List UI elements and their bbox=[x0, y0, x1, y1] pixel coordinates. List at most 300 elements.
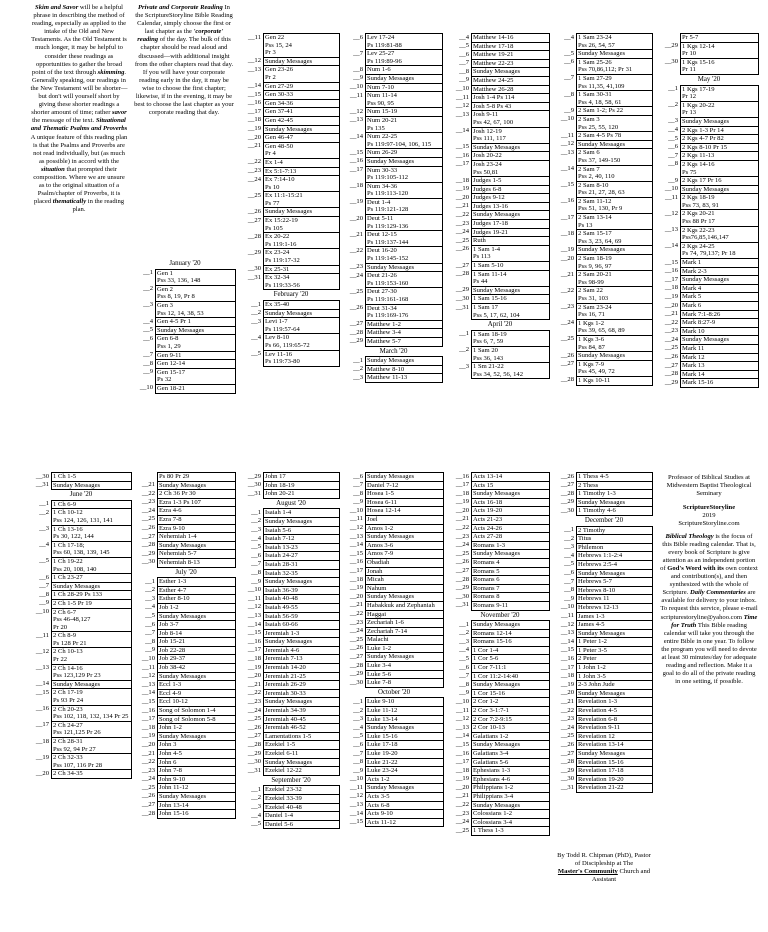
reading-row[interactable] bbox=[450, 194, 550, 203]
reading-row[interactable] bbox=[450, 481, 550, 490]
reading-row[interactable] bbox=[30, 754, 132, 770]
reading-row[interactable] bbox=[450, 550, 550, 559]
reading-row[interactable] bbox=[30, 721, 132, 737]
reading-row[interactable] bbox=[134, 285, 236, 301]
reading-row[interactable] bbox=[659, 210, 759, 226]
reading-row[interactable] bbox=[136, 775, 236, 784]
reading-row[interactable] bbox=[344, 784, 444, 793]
reading-row[interactable] bbox=[242, 509, 340, 518]
reading-row[interactable] bbox=[242, 820, 340, 829]
reading-row[interactable] bbox=[30, 574, 132, 583]
reading-row[interactable] bbox=[450, 621, 550, 630]
reading-row[interactable] bbox=[344, 662, 444, 671]
reading-row[interactable] bbox=[659, 259, 759, 268]
reading-row[interactable] bbox=[659, 379, 759, 388]
reading-row[interactable] bbox=[450, 724, 550, 733]
reading-row[interactable] bbox=[30, 509, 132, 525]
reading-row[interactable] bbox=[555, 724, 653, 733]
reading-row[interactable] bbox=[450, 185, 550, 194]
reading-row[interactable] bbox=[450, 767, 550, 776]
reading-row[interactable] bbox=[555, 490, 653, 499]
reading-row[interactable] bbox=[659, 126, 759, 135]
reading-row[interactable] bbox=[659, 327, 759, 336]
reading-row[interactable] bbox=[30, 591, 132, 600]
reading-row[interactable] bbox=[136, 550, 236, 559]
reading-row[interactable] bbox=[450, 810, 550, 819]
reading-row[interactable] bbox=[136, 767, 236, 776]
reading-row[interactable] bbox=[344, 670, 444, 679]
reading-row[interactable] bbox=[555, 197, 653, 213]
reading-row[interactable] bbox=[242, 732, 340, 741]
reading-row[interactable] bbox=[242, 249, 340, 265]
reading-row[interactable] bbox=[242, 34, 340, 58]
reading-row[interactable] bbox=[555, 230, 653, 246]
reading-row[interactable] bbox=[555, 140, 653, 149]
reading-row[interactable] bbox=[242, 57, 340, 66]
reading-row[interactable] bbox=[555, 107, 653, 116]
reading-row[interactable] bbox=[344, 644, 444, 653]
reading-row[interactable] bbox=[242, 490, 340, 499]
reading-row[interactable] bbox=[450, 330, 550, 346]
reading-row[interactable] bbox=[344, 215, 443, 231]
reading-row[interactable] bbox=[555, 115, 653, 131]
reading-row[interactable] bbox=[134, 360, 236, 369]
reading-row[interactable] bbox=[555, 352, 653, 361]
reading-row[interactable] bbox=[450, 750, 550, 759]
reading-row[interactable] bbox=[136, 672, 236, 681]
reading-row[interactable] bbox=[555, 74, 653, 90]
reading-row[interactable] bbox=[555, 498, 653, 507]
reading-row[interactable] bbox=[450, 295, 550, 304]
reading-row[interactable] bbox=[450, 576, 550, 585]
reading-row[interactable] bbox=[344, 357, 443, 366]
reading-row[interactable] bbox=[344, 490, 444, 499]
reading-row[interactable] bbox=[450, 593, 550, 602]
reading-row[interactable] bbox=[344, 288, 443, 304]
reading-row[interactable] bbox=[450, 363, 550, 379]
reading-row[interactable] bbox=[450, 177, 550, 186]
reading-row[interactable] bbox=[450, 732, 550, 741]
reading-row[interactable] bbox=[344, 231, 443, 247]
reading-row[interactable] bbox=[450, 111, 550, 127]
reading-row[interactable] bbox=[450, 346, 550, 362]
reading-row[interactable] bbox=[242, 689, 340, 698]
reading-row[interactable] bbox=[450, 68, 550, 77]
reading-row[interactable] bbox=[450, 262, 550, 271]
reading-row[interactable] bbox=[242, 724, 340, 733]
reading-row[interactable] bbox=[659, 194, 759, 210]
reading-row[interactable] bbox=[344, 758, 444, 767]
reading-row[interactable] bbox=[450, 792, 550, 801]
reading-row[interactable] bbox=[344, 320, 443, 329]
reading-row[interactable] bbox=[450, 237, 550, 246]
reading-row[interactable] bbox=[659, 58, 759, 74]
reading-row[interactable] bbox=[30, 599, 132, 608]
reading-row[interactable] bbox=[555, 758, 653, 767]
reading-row[interactable] bbox=[242, 535, 340, 544]
reading-row[interactable] bbox=[450, 558, 550, 567]
reading-row[interactable] bbox=[555, 58, 653, 74]
reading-row[interactable] bbox=[242, 552, 340, 561]
reading-row[interactable] bbox=[344, 653, 444, 662]
reading-row[interactable] bbox=[242, 125, 340, 134]
reading-row[interactable] bbox=[659, 177, 759, 186]
reading-row[interactable] bbox=[242, 621, 340, 630]
reading-row[interactable] bbox=[344, 619, 444, 628]
reading-row[interactable] bbox=[659, 310, 759, 319]
reading-row[interactable] bbox=[242, 655, 340, 664]
reading-row[interactable] bbox=[242, 750, 340, 759]
reading-row[interactable] bbox=[555, 750, 653, 759]
reading-row[interactable] bbox=[555, 181, 653, 197]
reading-row[interactable] bbox=[242, 526, 340, 535]
reading-row[interactable] bbox=[344, 558, 444, 567]
reading-row[interactable] bbox=[242, 142, 340, 158]
reading-row[interactable] bbox=[450, 76, 550, 85]
reading-row[interactable] bbox=[659, 353, 759, 362]
reading-row[interactable] bbox=[30, 557, 132, 573]
reading-row[interactable] bbox=[450, 202, 550, 211]
reading-row[interactable] bbox=[450, 707, 550, 716]
reading-row[interactable] bbox=[136, 541, 236, 550]
reading-row[interactable] bbox=[555, 481, 653, 490]
reading-row[interactable] bbox=[555, 335, 653, 351]
reading-row[interactable] bbox=[242, 646, 340, 655]
reading-row[interactable] bbox=[344, 610, 444, 619]
reading-row[interactable] bbox=[136, 792, 236, 801]
reading-row[interactable] bbox=[134, 384, 236, 393]
reading-row[interactable] bbox=[136, 533, 236, 542]
reading-row[interactable] bbox=[242, 274, 340, 290]
reading-row[interactable] bbox=[344, 627, 444, 636]
reading-row[interactable] bbox=[344, 767, 444, 776]
reading-row[interactable] bbox=[242, 91, 340, 100]
reading-row[interactable] bbox=[344, 481, 444, 490]
reading-row[interactable] bbox=[555, 560, 653, 569]
reading-row[interactable] bbox=[136, 681, 236, 690]
reading-row[interactable] bbox=[136, 612, 236, 621]
reading-row[interactable] bbox=[344, 741, 444, 750]
reading-row[interactable] bbox=[555, 775, 653, 784]
reading-row[interactable] bbox=[242, 108, 340, 117]
reading-row[interactable] bbox=[242, 569, 340, 578]
reading-row[interactable] bbox=[30, 473, 132, 482]
reading-row[interactable] bbox=[555, 681, 653, 690]
reading-row[interactable] bbox=[136, 603, 236, 612]
reading-row[interactable] bbox=[450, 143, 550, 152]
reading-row[interactable] bbox=[555, 732, 653, 741]
reading-row[interactable] bbox=[555, 271, 653, 287]
reading-row[interactable] bbox=[659, 284, 759, 293]
reading-row[interactable] bbox=[555, 287, 653, 303]
reading-row[interactable] bbox=[555, 698, 653, 707]
reading-row[interactable] bbox=[450, 664, 550, 673]
reading-row[interactable] bbox=[344, 775, 444, 784]
reading-row[interactable] bbox=[450, 51, 550, 60]
reading-row[interactable] bbox=[344, 576, 444, 585]
reading-row[interactable] bbox=[136, 646, 236, 655]
reading-row[interactable] bbox=[242, 681, 340, 690]
reading-row[interactable] bbox=[344, 810, 444, 819]
reading-row[interactable] bbox=[450, 524, 550, 533]
reading-row[interactable] bbox=[30, 608, 132, 632]
reading-row[interactable] bbox=[659, 276, 759, 285]
reading-row[interactable] bbox=[30, 705, 132, 721]
reading-row[interactable] bbox=[242, 603, 340, 612]
reading-row[interactable] bbox=[242, 301, 340, 310]
website-link[interactable]: ScriptureStoryline.com bbox=[678, 520, 740, 528]
reading-row[interactable] bbox=[242, 309, 340, 318]
reading-row[interactable] bbox=[242, 334, 340, 350]
reading-row[interactable] bbox=[242, 82, 340, 91]
reading-row[interactable] bbox=[555, 132, 653, 141]
reading-row[interactable] bbox=[136, 664, 236, 673]
reading-row[interactable] bbox=[555, 376, 653, 385]
reading-row[interactable] bbox=[450, 601, 550, 610]
reading-row[interactable] bbox=[555, 715, 653, 724]
reading-row[interactable] bbox=[555, 629, 653, 638]
reading-row[interactable] bbox=[344, 541, 444, 550]
reading-row[interactable] bbox=[344, 636, 444, 645]
reading-row[interactable] bbox=[30, 582, 132, 591]
reading-row[interactable] bbox=[659, 336, 759, 345]
reading-row[interactable] bbox=[136, 481, 236, 490]
reading-row[interactable] bbox=[344, 182, 443, 198]
reading-row[interactable] bbox=[136, 586, 236, 595]
reading-row[interactable] bbox=[136, 707, 236, 716]
reading-row[interactable] bbox=[344, 601, 444, 610]
reading-row[interactable] bbox=[136, 715, 236, 724]
reading-row[interactable] bbox=[30, 481, 132, 490]
reading-row[interactable] bbox=[555, 621, 653, 630]
reading-row[interactable] bbox=[136, 629, 236, 638]
reading-row[interactable] bbox=[555, 473, 653, 482]
reading-row[interactable] bbox=[136, 515, 236, 524]
reading-row[interactable] bbox=[450, 698, 550, 707]
reading-row[interactable] bbox=[136, 621, 236, 630]
reading-row[interactable] bbox=[555, 578, 653, 587]
reading-row[interactable] bbox=[344, 515, 444, 524]
reading-row[interactable] bbox=[344, 83, 443, 92]
reading-row[interactable] bbox=[344, 707, 444, 716]
reading-row[interactable] bbox=[136, 655, 236, 664]
reading-row[interactable] bbox=[136, 578, 236, 587]
reading-row[interactable] bbox=[450, 741, 550, 750]
reading-row[interactable] bbox=[555, 664, 653, 673]
reading-row[interactable] bbox=[659, 370, 759, 379]
reading-row[interactable] bbox=[30, 664, 132, 680]
reading-row[interactable] bbox=[450, 270, 550, 286]
reading-row[interactable] bbox=[450, 152, 550, 161]
reading-row[interactable] bbox=[136, 724, 236, 733]
reading-row[interactable] bbox=[659, 152, 759, 161]
reading-row[interactable] bbox=[555, 595, 653, 604]
reading-row[interactable] bbox=[344, 149, 443, 158]
reading-row[interactable] bbox=[242, 638, 340, 647]
reading-row[interactable] bbox=[450, 59, 550, 68]
reading-row[interactable] bbox=[242, 158, 340, 167]
reading-row[interactable] bbox=[555, 612, 653, 621]
reading-row[interactable] bbox=[242, 698, 340, 707]
reading-row[interactable] bbox=[450, 801, 550, 810]
reading-row[interactable] bbox=[30, 541, 132, 557]
reading-row[interactable] bbox=[242, 116, 340, 125]
reading-row[interactable] bbox=[242, 786, 340, 795]
reading-row[interactable] bbox=[555, 638, 653, 647]
reading-row[interactable] bbox=[344, 584, 444, 593]
reading-row[interactable] bbox=[659, 344, 759, 353]
reading-row[interactable] bbox=[659, 293, 759, 302]
reading-row[interactable] bbox=[344, 724, 444, 733]
reading-row[interactable] bbox=[450, 228, 550, 237]
reading-row[interactable] bbox=[344, 66, 443, 75]
reading-row[interactable] bbox=[450, 498, 550, 507]
reading-row[interactable] bbox=[344, 247, 443, 263]
reading-row[interactable] bbox=[344, 732, 444, 741]
reading-row[interactable] bbox=[450, 758, 550, 767]
reading-row[interactable] bbox=[242, 664, 340, 673]
reading-row[interactable] bbox=[344, 698, 444, 707]
reading-row[interactable] bbox=[450, 211, 550, 220]
reading-row[interactable] bbox=[136, 810, 236, 819]
reading-row[interactable] bbox=[450, 775, 550, 784]
reading-row[interactable] bbox=[134, 269, 236, 285]
reading-row[interactable] bbox=[344, 74, 443, 83]
reading-row[interactable] bbox=[136, 750, 236, 759]
reading-row[interactable] bbox=[450, 567, 550, 576]
reading-row[interactable] bbox=[30, 738, 132, 754]
reading-row[interactable] bbox=[555, 672, 653, 681]
reading-row[interactable] bbox=[555, 741, 653, 750]
reading-row[interactable] bbox=[450, 245, 550, 261]
reading-row[interactable] bbox=[659, 226, 759, 242]
reading-row[interactable] bbox=[30, 689, 132, 705]
reading-row[interactable] bbox=[30, 648, 132, 664]
reading-row[interactable] bbox=[136, 784, 236, 793]
reading-row[interactable] bbox=[136, 595, 236, 604]
reading-row[interactable] bbox=[242, 629, 340, 638]
reading-row[interactable] bbox=[450, 827, 550, 836]
reading-row[interactable] bbox=[242, 167, 340, 176]
reading-row[interactable] bbox=[555, 246, 653, 255]
reading-row[interactable] bbox=[555, 34, 653, 50]
reading-row[interactable] bbox=[242, 265, 340, 274]
reading-row[interactable] bbox=[136, 558, 236, 567]
reading-row[interactable] bbox=[450, 646, 550, 655]
reading-row[interactable] bbox=[555, 646, 653, 655]
reading-row[interactable] bbox=[344, 801, 444, 810]
reading-row[interactable] bbox=[555, 535, 653, 544]
reading-row[interactable] bbox=[450, 541, 550, 550]
reading-row[interactable] bbox=[242, 543, 340, 552]
reading-row[interactable] bbox=[242, 595, 340, 604]
reading-row[interactable] bbox=[555, 165, 653, 181]
reading-row[interactable] bbox=[30, 500, 132, 509]
reading-row[interactable] bbox=[450, 507, 550, 516]
reading-row[interactable] bbox=[555, 689, 653, 698]
reading-row[interactable] bbox=[450, 638, 550, 647]
reading-row[interactable] bbox=[242, 134, 340, 143]
reading-row[interactable] bbox=[134, 335, 236, 351]
reading-row[interactable] bbox=[555, 214, 653, 230]
reading-row[interactable] bbox=[555, 569, 653, 578]
reading-row[interactable] bbox=[344, 593, 444, 602]
reading-row[interactable] bbox=[242, 707, 340, 716]
reading-row[interactable] bbox=[242, 473, 340, 482]
reading-row[interactable] bbox=[242, 318, 340, 334]
reading-row[interactable] bbox=[659, 101, 759, 117]
reading-row[interactable] bbox=[344, 533, 444, 542]
reading-row[interactable] bbox=[134, 318, 236, 327]
reading-row[interactable] bbox=[134, 301, 236, 317]
reading-row[interactable] bbox=[344, 679, 444, 688]
reading-row[interactable] bbox=[555, 543, 653, 552]
reading-row[interactable] bbox=[344, 133, 443, 149]
reading-row[interactable] bbox=[242, 192, 340, 208]
reading-row[interactable] bbox=[344, 92, 443, 108]
reading-row[interactable] bbox=[344, 50, 443, 66]
reading-row[interactable] bbox=[555, 360, 653, 376]
reading-row[interactable] bbox=[136, 732, 236, 741]
reading-row[interactable] bbox=[659, 185, 759, 194]
reading-row[interactable] bbox=[555, 767, 653, 776]
reading-row[interactable] bbox=[242, 612, 340, 621]
reading-row[interactable] bbox=[450, 629, 550, 638]
reading-row[interactable] bbox=[136, 741, 236, 750]
reading-row[interactable] bbox=[659, 117, 759, 126]
reading-row[interactable] bbox=[134, 368, 236, 384]
reading-row[interactable] bbox=[134, 351, 236, 360]
reading-row[interactable] bbox=[242, 350, 340, 366]
reading-row[interactable] bbox=[344, 818, 444, 827]
reading-row[interactable] bbox=[344, 498, 444, 507]
reading-row[interactable] bbox=[242, 672, 340, 681]
reading-row[interactable] bbox=[136, 638, 236, 647]
reading-row[interactable] bbox=[555, 603, 653, 612]
reading-row[interactable] bbox=[242, 794, 340, 803]
reading-row[interactable] bbox=[659, 242, 759, 258]
reading-row[interactable] bbox=[555, 526, 653, 535]
reading-row[interactable] bbox=[344, 473, 444, 482]
reading-row[interactable] bbox=[136, 689, 236, 698]
reading-row[interactable] bbox=[450, 818, 550, 827]
reading-row[interactable] bbox=[450, 584, 550, 593]
reading-row[interactable] bbox=[136, 473, 236, 482]
reading-row[interactable] bbox=[344, 108, 443, 117]
reading-row[interactable] bbox=[30, 632, 132, 648]
reading-row[interactable] bbox=[344, 198, 443, 214]
reading-row[interactable] bbox=[659, 34, 759, 43]
reading-row[interactable] bbox=[136, 524, 236, 533]
reading-row[interactable] bbox=[450, 286, 550, 295]
reading-row[interactable] bbox=[344, 34, 443, 50]
reading-row[interactable] bbox=[242, 803, 340, 812]
reading-row[interactable] bbox=[450, 672, 550, 681]
reading-row[interactable] bbox=[242, 481, 340, 490]
reading-row[interactable] bbox=[555, 552, 653, 561]
reading-row[interactable] bbox=[344, 337, 443, 346]
reading-row[interactable] bbox=[30, 680, 132, 689]
reading-row[interactable] bbox=[344, 715, 444, 724]
reading-row[interactable] bbox=[555, 707, 653, 716]
reading-row[interactable] bbox=[555, 91, 653, 107]
reading-row[interactable] bbox=[242, 66, 340, 82]
reading-row[interactable] bbox=[136, 490, 236, 499]
reading-row[interactable] bbox=[659, 267, 759, 276]
reading-row[interactable] bbox=[242, 176, 340, 192]
reading-row[interactable] bbox=[242, 812, 340, 821]
reading-row[interactable] bbox=[242, 767, 340, 776]
